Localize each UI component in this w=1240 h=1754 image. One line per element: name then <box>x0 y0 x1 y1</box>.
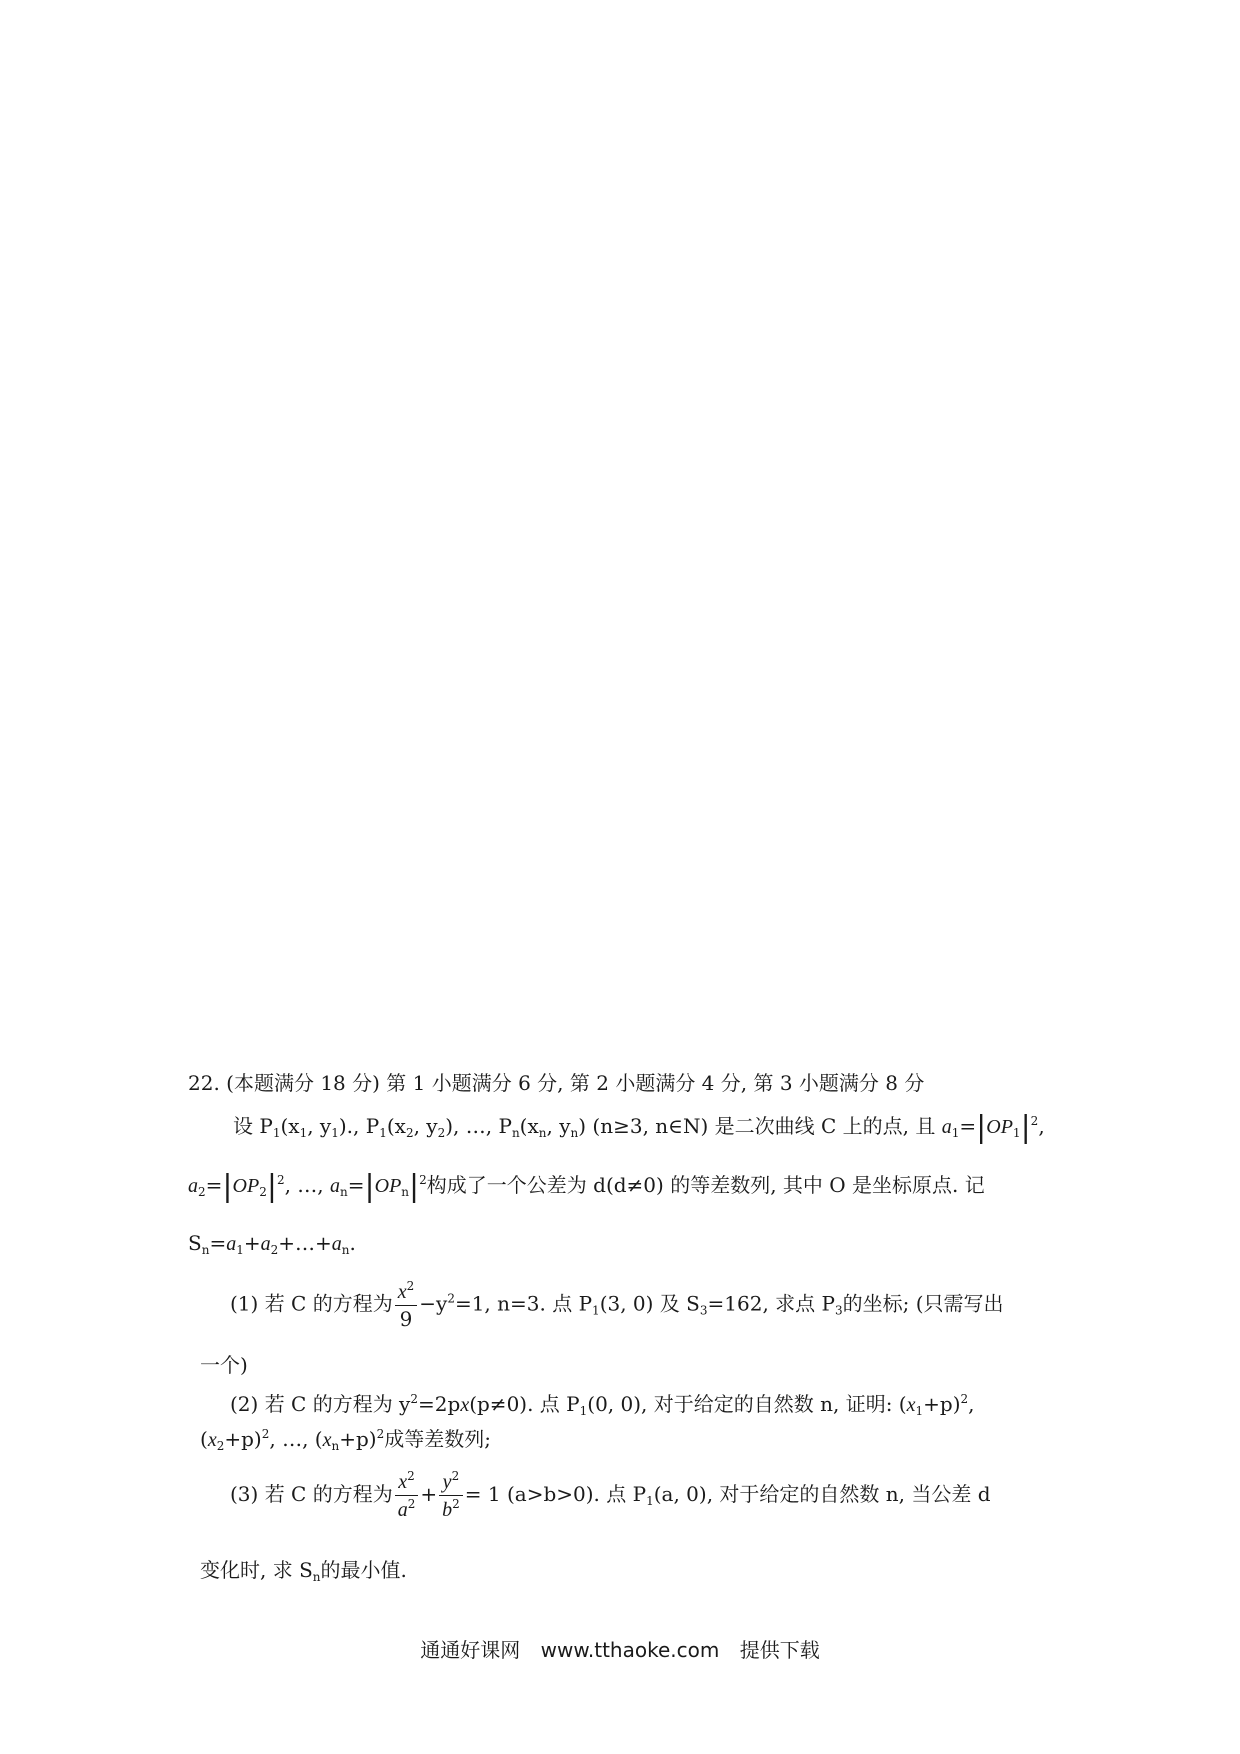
part-2-line-2: $(x_2+p)^2$, …, $(x_n+p)^2$成等差数列; <box>200 1427 491 1453</box>
math-var: a <box>188 1175 198 1197</box>
part-2-line-1: (2) 若 C 的方程为 $y^2=2px(p\ne 0)$. 点 $P_1(0$, 0), 对于给定的自然数 n, 证明: $(x_1+p)^2$, <box>230 1392 975 1418</box>
stem-text: 设 P <box>233 1114 273 1138</box>
stem-text: +p) <box>224 1427 262 1451</box>
stem-text: 成等差数列; <box>384 1427 491 1451</box>
abs-bar: | <box>364 1169 375 1204</box>
stem-text: =1, n=3. 点 P <box>454 1291 593 1316</box>
stem-text: . <box>349 1231 356 1255</box>
abs-bar: | <box>222 1169 233 1204</box>
math-var: x <box>322 1429 332 1451</box>
stem-text: , y <box>546 1114 571 1138</box>
stem-text: =2p <box>418 1392 461 1416</box>
stem-text: ) (n≥3, n∈N) 是二次曲线 C 上的点, 且 <box>578 1114 942 1138</box>
math-var: x <box>397 1281 407 1303</box>
stem-text: + <box>243 1231 261 1255</box>
math-var: a <box>331 1233 342 1255</box>
stem-text: 的最小值. <box>320 1558 407 1582</box>
part-3: (3) 若 C 的方程为 $\frac{x^2}{a^2}$ + $\frac{y^2}{b^2}$ = 1 (a>b>0). 点 $P_1(a$, 0), 对于给定的自然数 n, 当公差 d <box>230 1469 991 1521</box>
footer-url: www.tthaoke.com <box>540 1638 720 1662</box>
stem-text: +…+ <box>278 1231 332 1255</box>
stem-text: (p≠0). 点 P <box>469 1392 580 1416</box>
stem-text: + <box>420 1482 438 1506</box>
math-var: OP <box>986 1116 1013 1138</box>
math-var: OP <box>232 1175 260 1197</box>
fraction-denominator: 9 <box>399 1307 413 1331</box>
stem-text: = 1 <box>464 1482 501 1506</box>
stem-text: =162, 求点 P <box>707 1291 835 1316</box>
stem-text: S <box>188 1231 202 1255</box>
math-var: a <box>226 1233 237 1255</box>
stem-text: (0, 0), 对于给定的自然数 n, 证明: ( <box>587 1392 907 1416</box>
fraction: $\frac{x^2}{9}$ <box>395 1280 418 1330</box>
problem-stem-line-3: $S_n=a_1+a_2+\dots+a_n$. <box>188 1231 356 1257</box>
abs-bar: | <box>976 1110 987 1145</box>
math-var: y <box>442 1471 452 1493</box>
stem-text: , …, <box>284 1173 331 1197</box>
stem-text: , <box>968 1392 975 1416</box>
part-1-continuation <box>200 1355 248 1375</box>
stem-text: (a>b>0). 点 P <box>500 1482 647 1506</box>
stem-text: 变化时, 求 S <box>200 1558 313 1582</box>
math-var: a <box>941 1116 952 1138</box>
page-footer <box>0 1634 1240 1663</box>
stem-text: (x <box>280 1114 300 1138</box>
stem-text: (x <box>386 1114 406 1138</box>
problem-heading <box>188 1073 924 1093</box>
math-var: x <box>460 1394 470 1416</box>
stem-text: = <box>347 1173 365 1197</box>
math-var: a <box>260 1233 271 1255</box>
stem-text: = <box>209 1231 227 1255</box>
problem-stem-line-1: 设 $P_1(x_1$, $y_1$)., $P_1(x_2$, $y_2$), …, $P_n(x_n$, $y_n$) (n≥3, n∈N) 是二次曲线 C 上的点, 且 $a_1=|OP_1|^2$, <box>233 1110 1045 1145</box>
stem-text: = <box>205 1173 223 1197</box>
stem-text: −y <box>419 1291 448 1316</box>
stem-text: ( <box>200 1427 208 1451</box>
part-label: (3) 若 C 的方程为 <box>230 1482 393 1506</box>
stem-text: , y <box>307 1114 332 1138</box>
part-label: (2) 若 C 的方程为 y <box>230 1392 411 1416</box>
stem-text: (a, 0), 对于给定的自然数 n, 当公差 d <box>653 1482 991 1506</box>
stem-text: , …, ( <box>269 1427 323 1451</box>
fraction: $\frac{x^2}{a^2}$ <box>395 1470 419 1521</box>
abs-bar: | <box>266 1169 277 1204</box>
stem-text: 一个) <box>200 1353 248 1377</box>
math-var: b <box>442 1499 453 1521</box>
part-3-continuation: 变化时, 求 $S_n$的最小值. <box>200 1558 407 1584</box>
part-label: (1) 若 C 的方程为 <box>230 1291 393 1316</box>
stem-text: +p) <box>923 1392 961 1416</box>
stem-text: ), …, P <box>445 1114 512 1138</box>
footer-note: 提供下载 <box>739 1638 820 1662</box>
fraction: $\frac{y^2}{b^2}$ <box>439 1470 463 1521</box>
math-var: a <box>330 1175 341 1197</box>
math-var: x <box>398 1471 408 1493</box>
stem-text: , <box>1038 1114 1045 1138</box>
part-1: (1) 若 C 的方程为 $\frac{x^2}{9}$ $-y^2=1$, n=3. 点 $P_1(3$, 0) 及 $S_3=162$, 求点 $P_3$的坐标; (只需写出 <box>230 1279 1004 1331</box>
problem-stem-line-2: $a_2=|OP_2|^2$, …, $a_n=|OP_n|^2$构成了一个公差为 d(d≠0) 的等差数列, 其中 O 是坐标原点. 记 <box>188 1169 985 1204</box>
stem-text: 的坐标; (只需写出 <box>842 1291 1004 1316</box>
abs-bar: | <box>409 1169 420 1204</box>
math-var: x <box>207 1429 217 1451</box>
stem-text: )., P <box>338 1114 380 1138</box>
footer-site-name: 通通好课网 <box>420 1638 521 1662</box>
stem-text: +p) <box>339 1427 377 1451</box>
math-var: x <box>906 1394 916 1416</box>
stem-text: (x <box>519 1114 539 1138</box>
stem-text: (3, 0) 及 S <box>599 1291 700 1316</box>
abs-bar: | <box>1020 1110 1031 1145</box>
math-var: a <box>397 1499 408 1521</box>
math-var: OP <box>374 1175 402 1197</box>
stem-text: 构成了一个公差为 d(d≠0) 的等差数列, 其中 O 是坐标原点. 记 <box>426 1173 985 1197</box>
stem-text: , y <box>413 1114 438 1138</box>
stem-text: = <box>959 1114 977 1138</box>
heading-text: 22. (本题满分 18 分) 第 1 小题满分 6 分, 第 2 小题满分 4 分, 第 3 小题满分 8 分 <box>188 1071 925 1095</box>
